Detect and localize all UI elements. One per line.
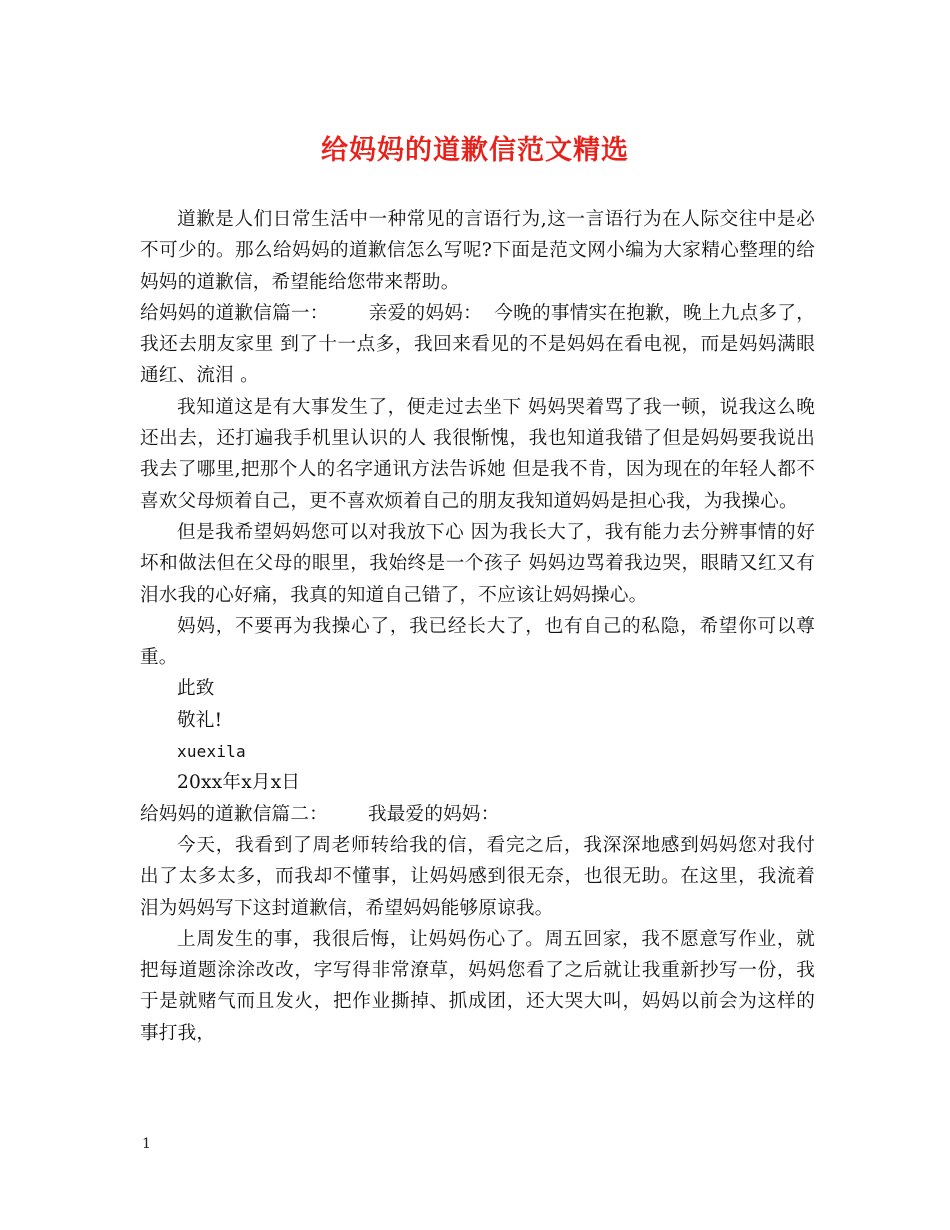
letter1-closing-2: 敬礼! [177,709,223,731]
letter2-heading-line [140,799,815,830]
letter1-date: 20xx年x月x日 [177,772,301,794]
document-title: 给妈妈的道歉信范文精选 [321,135,629,166]
letter1-paragraph: 我知道这是有大事发生了，便走过去坐下 妈妈哭着骂了我一顿，说我这么晚还出去，还打遍我手机里认识的人 我很惭愧，我也知道我错了但是妈妈要我说出我去了哪里,把那个人的名字通讯方法告诉她 但是我不肯，因为现在的年轻人都不喜欢父母烦着自己，更不喜欢烦着自己的朋友我知道妈妈是担心我，为我操心。 [140,396,815,512]
letter1-opening: 今晚的事情实在抱歉，晚上九点多了，我还去朋友家里 到了十一点多，我回来看见的不是妈妈在看电视，而是妈妈满眼通红、流泪 。 [140,302,815,387]
page-number: 1 [142,1136,151,1152]
letter1-opening-paragraph [140,298,815,392]
intro-paragraph: 道歉是人们日常生活中一种常见的言语行为,这一言语行为在人际交往中是必不可少的。那么给妈妈的道歉信怎么写呢?下面是范文网小编为大家精心整理的给妈妈的道歉信，希望能给您带来帮助。 [140,209,815,293]
letter1-closing-1: 此致 [177,678,215,700]
letter2-paragraph: 今天，我看到了周老师转给我的信，看完之后，我深深地感到妈妈您对我付出了太多太多，而我却不懂事，让妈妈感到很无奈，也很无助。在这里，我流着泪为妈妈写下这封道歉信，希望妈妈能够原谅我。 [140,834,815,919]
letter1-signature: xuexila [177,742,246,762]
letter2-paragraph: 上周发生的事，我很后悔，让妈妈伤心了。周五回家，我不愿意写作业，就把每道题涂涂改改，字写得非常潦草，妈妈您看了之后就让我重新抄写一份，我于是就赌气而且发火，把作业撕掉、抓成团，还大哭大叫，妈妈以前会为这样的事打我， [140,928,815,1044]
letter1-paragraph: 妈妈，不要再为我操心了，我已经长大了，也有自己的私隐，希望你可以尊重。 [140,615,815,669]
letter1-paragraph: 但是我希望妈妈您可以对我放下心 因为我长大了，我有能力去分辨事情的好坏和做法但在父母的眼里，我始终是一个孩子 妈妈边骂着我边哭，眼睛又红又有泪水我的心好痛，我真的知道自己错了，不应该让妈妈操心。 [140,521,815,606]
letter1-heading: 给妈妈的道歉信篇一： [140,302,329,324]
letter2-heading: 给妈妈的道歉信篇二： [140,803,328,825]
document-body [140,204,815,1049]
letter1-salutation: 亲爱的妈妈： [368,302,482,324]
letter2-salutation: 我最爱的妈妈： [367,803,500,825]
